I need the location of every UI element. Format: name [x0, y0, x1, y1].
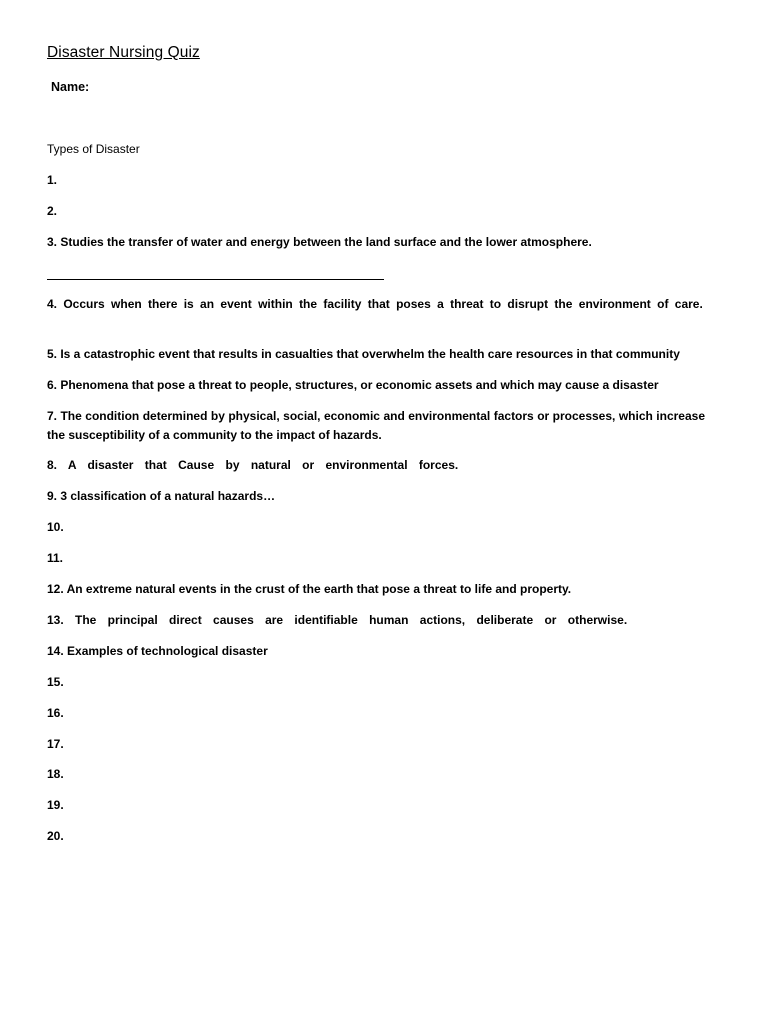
quiz-item-18: 18.: [47, 767, 64, 781]
quiz-item-17: 17.: [47, 737, 64, 751]
quiz-item-16: 16.: [47, 706, 64, 720]
quiz-item-8: 8. A disaster that Cause by natural or environmental forces.: [47, 458, 459, 472]
section-heading: Types of Disaster: [47, 142, 140, 156]
quiz-item-5: 5. Is a catastrophic event that results in casualties that overwhelm the health care resources in that community: [47, 347, 680, 361]
quiz-item-15: 15.: [47, 675, 64, 689]
document-title: Disaster Nursing Quiz: [47, 44, 200, 61]
name-label: Name:: [51, 80, 90, 94]
quiz-item-19: 19.: [47, 798, 64, 812]
quiz-item-4: 4. Occurs when there is an event within the facility that poses a threat to disrupt the environment of care.: [47, 297, 703, 311]
quiz-item-2: 2.: [47, 204, 58, 218]
quiz-item-9: 9. 3 classification of a natural hazards…: [47, 489, 276, 503]
quiz-item-13: 13. The principal direct causes are identifiable human actions, deliberate or otherwise.: [47, 613, 628, 627]
quiz-item-11: 11.: [47, 551, 64, 565]
answer-blank-line: [47, 279, 384, 280]
quiz-item-20: 20.: [47, 829, 64, 843]
quiz-item-10: 10.: [47, 520, 64, 534]
quiz-item-7: 7. The condition determined by physical, social, economic and environmental factors or processes, which increase the susceptibility of a community to the impact of hazards.: [47, 409, 705, 442]
quiz-item-6: 6. Phenomena that pose a threat to people, structures, or economic assets and which may cause a disaster: [47, 378, 659, 392]
quiz-item-1: 1.: [47, 173, 58, 187]
quiz-item-12: 12. An extreme natural events in the crust of the earth that pose a threat to life and property.: [47, 582, 572, 596]
quiz-item-14: 14. Examples of technological disaster: [47, 644, 268, 658]
quiz-item-3: 3. Studies the transfer of water and energy between the land surface and the lower atmosphere.: [47, 235, 592, 249]
